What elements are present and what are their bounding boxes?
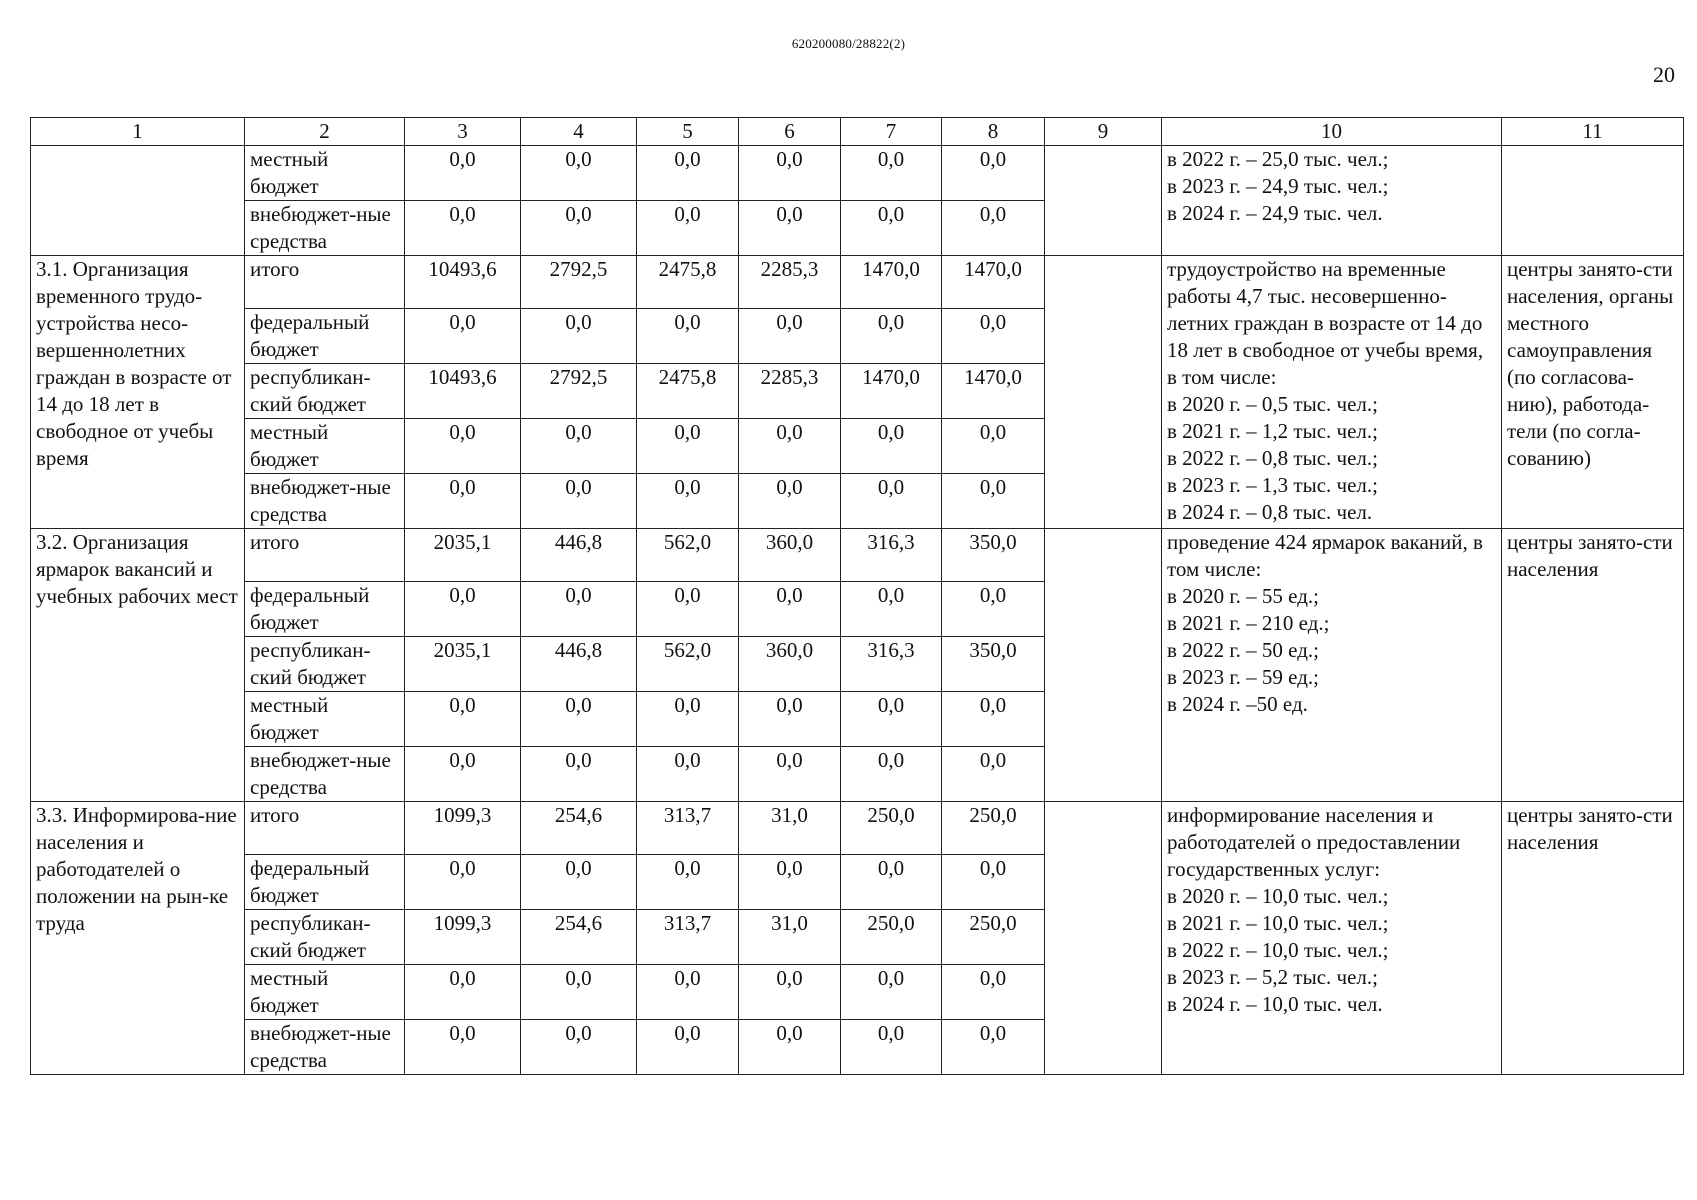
column-number-cell: 2 bbox=[245, 118, 405, 146]
column-number-cell: 1 bbox=[31, 118, 245, 146]
amount-cell: 0,0 bbox=[739, 474, 841, 529]
funding-source-cell: федеральный бюджет bbox=[245, 855, 405, 910]
amount-cell: 0,0 bbox=[841, 582, 942, 637]
column-number-cell: 6 bbox=[739, 118, 841, 146]
amount-cell: 0,0 bbox=[841, 309, 942, 364]
amount-cell: 0,0 bbox=[405, 1020, 521, 1075]
funding-source-cell: местный бюджет bbox=[245, 692, 405, 747]
executor-cell bbox=[1502, 146, 1684, 256]
amount-cell: 0,0 bbox=[405, 474, 521, 529]
amount-cell: 254,6 bbox=[521, 802, 637, 855]
amount-cell: 0,0 bbox=[405, 582, 521, 637]
amount-cell: 250,0 bbox=[942, 802, 1045, 855]
funding-source-cell: местный бюджет bbox=[245, 965, 405, 1020]
amount-cell: 0,0 bbox=[841, 965, 942, 1020]
amount-cell: 1470,0 bbox=[841, 256, 942, 309]
column-number-cell: 9 bbox=[1045, 118, 1162, 146]
activity-name-cell: 3.3. Информирова-ние населения и работодателей о положении на рын-ке труда bbox=[31, 802, 245, 1075]
amount-cell: 316,3 bbox=[841, 529, 942, 582]
amount-cell: 0,0 bbox=[405, 692, 521, 747]
amount-cell: 0,0 bbox=[637, 201, 739, 256]
amount-cell: 0,0 bbox=[405, 965, 521, 1020]
amount-cell: 1470,0 bbox=[942, 256, 1045, 309]
column-number-cell: 3 bbox=[405, 118, 521, 146]
activity-name-cell: 3.1. Организация временного трудо-устройства несо-вершеннолетних граждан в возрасте от 14 до 18 лет в свободное от учебы время bbox=[31, 256, 245, 529]
funding-source-cell: внебюджет-ные средства bbox=[245, 201, 405, 256]
executor-cell: центры занято-сти населения, органы местного самоуправления (по согласова-нию), работода-тели (по согла-сованию) bbox=[1502, 256, 1684, 529]
activity-name-cell bbox=[31, 146, 245, 256]
amount-cell: 1470,0 bbox=[841, 364, 942, 419]
empty-cell bbox=[1045, 802, 1162, 1075]
amount-cell: 0,0 bbox=[942, 474, 1045, 529]
amount-cell: 360,0 bbox=[739, 637, 841, 692]
funding-row bbox=[31, 256, 1684, 309]
amount-cell: 0,0 bbox=[739, 1020, 841, 1075]
amount-cell: 0,0 bbox=[521, 419, 637, 474]
amount-cell: 10493,6 bbox=[405, 364, 521, 419]
amount-cell: 0,0 bbox=[637, 1020, 739, 1075]
amount-cell: 0,0 bbox=[841, 419, 942, 474]
expected-result-cell: трудоустройство на временные работы 4,7 тыс. несовершенно-летних граждан в возрасте от 14 до 18 лет в свободное от учебы время, в том числе: в 2020 г. – 0,5 тыс. чел.; в 2021 г. – 1,2 тыс. чел.; в 2022 г. – 0,8 тыс. чел.; в 2023 г. – 1,3 тыс. чел.; в 2024 г. – 0,8 тыс. чел. bbox=[1162, 256, 1502, 529]
funding-source-cell: республикан-ский бюджет bbox=[245, 637, 405, 692]
amount-cell: 0,0 bbox=[521, 747, 637, 802]
amount-cell: 250,0 bbox=[841, 910, 942, 965]
funding-source-cell: федеральный бюджет bbox=[245, 309, 405, 364]
amount-cell: 0,0 bbox=[942, 309, 1045, 364]
activity-name-cell: 3.2. Организация ярмарок вакансий и учебных рабочих мест bbox=[31, 529, 245, 802]
funding-row bbox=[31, 802, 1684, 855]
amount-cell: 0,0 bbox=[739, 582, 841, 637]
amount-cell: 0,0 bbox=[521, 309, 637, 364]
amount-cell: 0,0 bbox=[521, 146, 637, 201]
amount-cell: 446,8 bbox=[521, 637, 637, 692]
amount-cell: 31,0 bbox=[739, 802, 841, 855]
amount-cell: 0,0 bbox=[521, 1020, 637, 1075]
amount-cell: 0,0 bbox=[841, 201, 942, 256]
amount-cell: 2035,1 bbox=[405, 637, 521, 692]
amount-cell: 0,0 bbox=[942, 965, 1045, 1020]
amount-cell: 0,0 bbox=[405, 146, 521, 201]
amount-cell: 313,7 bbox=[637, 802, 739, 855]
amount-cell: 2475,8 bbox=[637, 364, 739, 419]
amount-cell: 0,0 bbox=[405, 201, 521, 256]
amount-cell: 254,6 bbox=[521, 910, 637, 965]
amount-cell: 2035,1 bbox=[405, 529, 521, 582]
amount-cell: 0,0 bbox=[521, 965, 637, 1020]
amount-cell: 0,0 bbox=[637, 965, 739, 1020]
amount-cell: 0,0 bbox=[637, 419, 739, 474]
amount-cell: 0,0 bbox=[637, 692, 739, 747]
amount-cell: 0,0 bbox=[841, 1020, 942, 1075]
amount-cell: 2792,5 bbox=[521, 256, 637, 309]
amount-cell: 0,0 bbox=[521, 201, 637, 256]
funding-source-cell: федеральный бюджет bbox=[245, 582, 405, 637]
amount-cell: 0,0 bbox=[637, 747, 739, 802]
amount-cell: 0,0 bbox=[942, 146, 1045, 201]
amount-cell: 0,0 bbox=[739, 855, 841, 910]
amount-cell: 0,0 bbox=[405, 419, 521, 474]
amount-cell: 0,0 bbox=[637, 582, 739, 637]
amount-cell: 562,0 bbox=[637, 637, 739, 692]
amount-cell: 0,0 bbox=[637, 855, 739, 910]
amount-cell: 316,3 bbox=[841, 637, 942, 692]
amount-cell: 0,0 bbox=[739, 747, 841, 802]
amount-cell: 0,0 bbox=[405, 309, 521, 364]
amount-cell: 1099,3 bbox=[405, 802, 521, 855]
empty-cell bbox=[1045, 146, 1162, 256]
expected-result-cell: в 2022 г. – 25,0 тыс. чел.; в 2023 г. – 24,9 тыс. чел.; в 2024 г. – 24,9 тыс. чел. bbox=[1162, 146, 1502, 256]
amount-cell: 0,0 bbox=[739, 146, 841, 201]
amount-cell: 313,7 bbox=[637, 910, 739, 965]
expected-result-cell: проведение 424 ярмарок ваканий, в том числе: в 2020 г. – 55 ед.; в 2021 г. – 210 ед.; в 2022 г. – 50 ед.; в 2023 г. – 59 ед.; в 2024 г. –50 ед. bbox=[1162, 529, 1502, 802]
amount-cell: 350,0 bbox=[942, 637, 1045, 692]
funding-source-cell: республикан-ский бюджет bbox=[245, 910, 405, 965]
empty-cell bbox=[1045, 256, 1162, 529]
amount-cell: 0,0 bbox=[521, 582, 637, 637]
amount-cell: 0,0 bbox=[637, 146, 739, 201]
funding-source-cell: итого bbox=[245, 256, 405, 309]
amount-cell: 0,0 bbox=[521, 692, 637, 747]
amount-cell: 0,0 bbox=[739, 965, 841, 1020]
funding-source-cell: внебюджет-ные средства bbox=[245, 474, 405, 529]
amount-cell: 250,0 bbox=[841, 802, 942, 855]
amount-cell: 0,0 bbox=[405, 855, 521, 910]
funding-source-cell: местный бюджет bbox=[245, 419, 405, 474]
funding-source-cell: итого bbox=[245, 529, 405, 582]
amount-cell: 0,0 bbox=[942, 855, 1045, 910]
funding-row bbox=[31, 529, 1684, 582]
amount-cell: 0,0 bbox=[942, 692, 1045, 747]
amount-cell: 1099,3 bbox=[405, 910, 521, 965]
amount-cell: 0,0 bbox=[637, 309, 739, 364]
executor-cell: центры занято-сти населения bbox=[1502, 802, 1684, 1075]
amount-cell: 0,0 bbox=[841, 474, 942, 529]
document-id: 620200080/28822(2) bbox=[791, 36, 906, 51]
amount-cell: 0,0 bbox=[942, 201, 1045, 256]
column-number-cell: 8 bbox=[942, 118, 1045, 146]
page-number: 20 bbox=[1653, 62, 1675, 87]
column-number-cell: 7 bbox=[841, 118, 942, 146]
amount-cell: 0,0 bbox=[841, 855, 942, 910]
amount-cell: 2475,8 bbox=[637, 256, 739, 309]
column-number-cell: 10 bbox=[1162, 118, 1502, 146]
funding-source-cell: внебюджет-ные средства bbox=[245, 747, 405, 802]
amount-cell: 0,0 bbox=[739, 692, 841, 747]
amount-cell: 0,0 bbox=[841, 146, 942, 201]
amount-cell: 2285,3 bbox=[739, 364, 841, 419]
executor-cell: центры занято-сти населения bbox=[1502, 529, 1684, 802]
amount-cell: 446,8 bbox=[521, 529, 637, 582]
amount-cell: 250,0 bbox=[942, 910, 1045, 965]
amount-cell: 350,0 bbox=[942, 529, 1045, 582]
column-number-cell: 5 bbox=[637, 118, 739, 146]
amount-cell: 2285,3 bbox=[739, 256, 841, 309]
amount-cell: 0,0 bbox=[841, 747, 942, 802]
amount-cell: 0,0 bbox=[405, 747, 521, 802]
amount-cell: 10493,6 bbox=[405, 256, 521, 309]
amount-cell: 0,0 bbox=[521, 474, 637, 529]
column-number-cell: 11 bbox=[1502, 118, 1684, 146]
amount-cell: 0,0 bbox=[942, 747, 1045, 802]
funding-source-cell: итого bbox=[245, 802, 405, 855]
amount-cell: 0,0 bbox=[942, 1020, 1045, 1075]
amount-cell: 0,0 bbox=[739, 419, 841, 474]
funding-source-cell: местный бюджет bbox=[245, 146, 405, 201]
amount-cell: 562,0 bbox=[637, 529, 739, 582]
amount-cell: 0,0 bbox=[521, 855, 637, 910]
funding-row bbox=[31, 146, 1684, 201]
amount-cell: 0,0 bbox=[739, 309, 841, 364]
amount-cell: 0,0 bbox=[942, 419, 1045, 474]
column-number-row bbox=[31, 118, 1684, 146]
amount-cell: 0,0 bbox=[942, 582, 1045, 637]
amount-cell: 1470,0 bbox=[942, 364, 1045, 419]
funding-source-cell: республикан-ский бюджет bbox=[245, 364, 405, 419]
amount-cell: 0,0 bbox=[637, 474, 739, 529]
amount-cell: 31,0 bbox=[739, 910, 841, 965]
amount-cell: 0,0 bbox=[739, 201, 841, 256]
empty-cell bbox=[1045, 529, 1162, 802]
expected-result-cell: информирование населения и работодателей о предоставлении государственных услуг: в 2020 г. – 10,0 тыс. чел.; в 2021 г. – 10,0 тыс. чел.; в 2022 г. – 10,0 тыс. чел.; в 2023 г. – 5,2 тыс. чел.; в 2024 г. – 10,0 тыс. чел. bbox=[1162, 802, 1502, 1075]
amount-cell: 360,0 bbox=[739, 529, 841, 582]
funding-source-cell: внебюджет-ные средства bbox=[245, 1020, 405, 1075]
amount-cell: 2792,5 bbox=[521, 364, 637, 419]
amount-cell: 0,0 bbox=[841, 692, 942, 747]
column-number-cell: 4 bbox=[521, 118, 637, 146]
program-table bbox=[30, 117, 1684, 1075]
